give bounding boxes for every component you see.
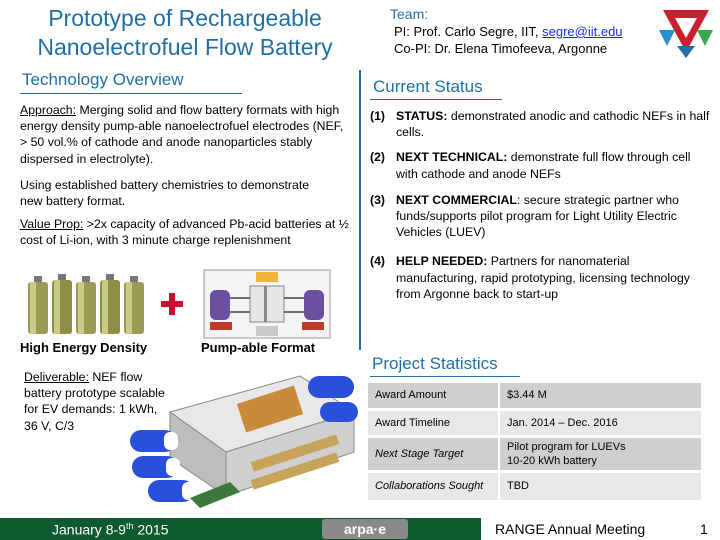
status-number: (3) bbox=[370, 192, 386, 207]
status-label: HELP NEEDED: bbox=[396, 254, 488, 269]
status-body bbox=[396, 253, 710, 302]
caption-pumpable: Pump-able Format bbox=[201, 340, 316, 355]
deliverable-label: Deliverable: bbox=[24, 370, 89, 384]
stat-label: Award Amount bbox=[368, 383, 499, 409]
prototype-render bbox=[130, 372, 360, 512]
table-row bbox=[368, 471, 701, 501]
page-title bbox=[20, 4, 350, 62]
stat-label: Award Timeline bbox=[368, 409, 499, 436]
team-block bbox=[390, 6, 623, 57]
stat-value-line-2: 10-20 kWh battery bbox=[507, 454, 597, 467]
status-underline bbox=[370, 99, 502, 100]
arpa-e-logo bbox=[322, 519, 408, 539]
status-text: demonstrated anodic and cathodic NEFs in half cells. bbox=[396, 109, 710, 140]
copi-line: Co-PI: Dr. Elena Timofeeva, Argonne bbox=[394, 41, 608, 56]
status-heading: Current Status bbox=[373, 77, 483, 96]
status-number: (1) bbox=[370, 109, 386, 123]
status-text: : secure strategic partner who funds/supports pilot program for Light Utility Electric Vehicles (LUEV) bbox=[396, 192, 679, 240]
status-item bbox=[370, 108, 710, 140]
pi-text: PI: Prof. Carlo Segre, IIT, bbox=[394, 24, 543, 39]
column-divider bbox=[359, 70, 361, 350]
value-text: >2x capacity of advanced Pb-acid batteries at ½ cost of Li-ion, with 3 minute charge replenishment bbox=[20, 217, 349, 248]
status-label: NEXT TECHNICAL: bbox=[396, 150, 508, 165]
status-number: (2) bbox=[370, 150, 386, 165]
pi-line bbox=[390, 23, 623, 40]
date-sup: th bbox=[125, 521, 134, 531]
team-label: Team: bbox=[390, 6, 429, 22]
status-number: (4) bbox=[370, 254, 386, 269]
status-body bbox=[396, 192, 710, 241]
stat-value bbox=[499, 436, 701, 471]
date-suffix: 2015 bbox=[133, 521, 169, 538]
table-row bbox=[368, 409, 701, 436]
approach-label: Approach: bbox=[20, 103, 77, 117]
flow-cell-diagram bbox=[202, 268, 332, 340]
status-body bbox=[396, 108, 710, 140]
page-number: 1 bbox=[700, 521, 708, 537]
deliverable-text: NEF flow battery prototype scalable for EV demands: 1 kWh, 36 V, C/3 bbox=[24, 370, 165, 433]
statistics-table bbox=[368, 383, 701, 503]
approach-text: Merging solid and flow battery formats with high energy density pump-able nanoelectrofuel electrodes (NEF, > 50 vol.% of cathode and anode nanoparticles stably dispersed in electrolyte). bbox=[20, 103, 344, 166]
technology-underline bbox=[20, 93, 242, 94]
status-list bbox=[370, 108, 710, 311]
date-prefix: January 8-9 bbox=[52, 521, 126, 538]
statistics-heading: Project Statistics bbox=[372, 354, 498, 373]
caption-high-energy: High Energy Density bbox=[20, 340, 148, 355]
statistics-underline bbox=[370, 376, 520, 377]
title-line-2: Nanoelectrofuel Flow Battery bbox=[37, 34, 333, 60]
status-label: STATUS: bbox=[396, 109, 448, 123]
status-item bbox=[370, 253, 710, 302]
status-label: NEXT COMMERCIAL bbox=[396, 192, 517, 207]
table-row bbox=[368, 436, 701, 471]
chemistries-paragraph: Using established battery chemistries to demonstrate new battery format. bbox=[20, 178, 310, 209]
stat-value: Jan. 2014 – Dec. 2016 bbox=[499, 409, 701, 436]
footer-meeting: RANGE Annual Meeting bbox=[495, 521, 646, 537]
stat-value-line-1: Pilot program for LUEVs bbox=[507, 440, 626, 453]
footer-bar bbox=[0, 518, 720, 540]
stat-value: $3.44 M bbox=[499, 383, 701, 409]
iit-logo bbox=[655, 2, 717, 60]
pi-email-link[interactable]: segre@iit.edu bbox=[542, 24, 623, 39]
plus-icon bbox=[161, 293, 183, 315]
battery-cells-image bbox=[24, 272, 154, 338]
value-paragraph bbox=[20, 216, 350, 248]
approach-paragraph bbox=[20, 102, 350, 167]
status-body bbox=[396, 149, 710, 181]
arpa-logo-text: arpa·e bbox=[343, 521, 387, 537]
stat-value: TBD bbox=[499, 471, 701, 501]
value-label: Value Prop: bbox=[20, 217, 84, 231]
stat-label: Collaborations Sought bbox=[368, 471, 499, 501]
title-line-1: Prototype of Rechargeable bbox=[48, 5, 322, 31]
footer-date bbox=[52, 521, 169, 538]
status-text: demonstrate full flow through cell with cathode and anode NEFs bbox=[396, 150, 691, 181]
stat-label: Next Stage Target bbox=[368, 436, 499, 471]
status-text: Partners for nanomaterial manufacturing, rapid prototyping, licensing technology from Argonne back to start-up bbox=[396, 254, 690, 301]
status-item bbox=[370, 149, 710, 181]
table-row bbox=[368, 383, 701, 409]
status-item bbox=[370, 192, 710, 241]
technology-heading: Technology Overview bbox=[22, 70, 184, 89]
